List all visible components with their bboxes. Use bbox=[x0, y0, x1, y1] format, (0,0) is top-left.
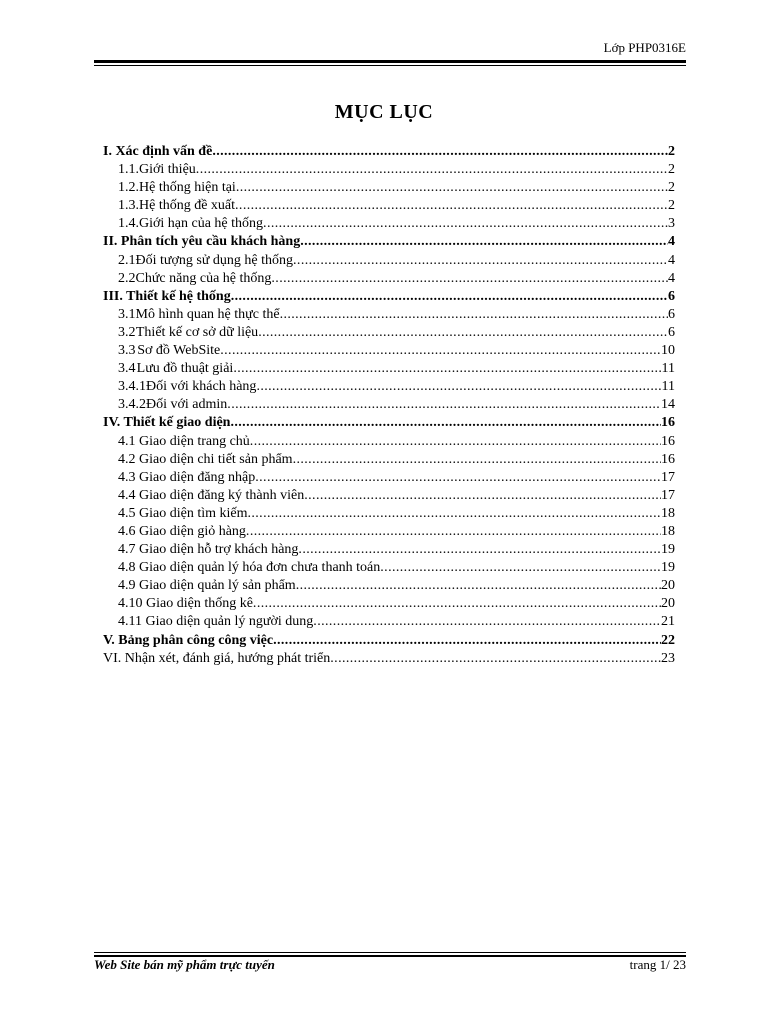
toc-dot-leader bbox=[280, 306, 668, 324]
toc-entry[interactable] bbox=[103, 650, 675, 668]
toc-entry-label: 4.4 Giao diện đăng ký thành viên bbox=[118, 487, 305, 503]
toc-entry-label: 4.2 Giao diện chi tiết sản phẩm bbox=[118, 451, 293, 467]
toc-entry-label: Sơ đồ WebSite bbox=[137, 343, 221, 359]
toc-entry-number: 3.1 bbox=[118, 306, 136, 322]
toc-entry-label: Giới hạn của hệ thống bbox=[139, 216, 264, 232]
toc-entry-label: Đối với khách hàng bbox=[146, 379, 257, 395]
toc-dot-leader bbox=[296, 577, 661, 595]
toc-entry-number: 3.4 bbox=[118, 361, 136, 377]
toc-entry[interactable] bbox=[103, 541, 675, 559]
toc-entry-page: 17 bbox=[661, 469, 675, 485]
toc-dot-leader bbox=[313, 613, 661, 631]
footer-title: Web Site bán mỹ phẩm trực tuyến bbox=[94, 957, 275, 972]
toc-entry-page: 3 bbox=[668, 216, 675, 232]
toc-entry-label: Đối với admin bbox=[146, 397, 228, 413]
toc-dot-leader bbox=[271, 270, 668, 288]
toc-entry[interactable] bbox=[103, 505, 675, 523]
footer-page-number: trang 1/ 23 bbox=[629, 957, 686, 972]
toc-dot-leader bbox=[227, 396, 661, 414]
toc-entry[interactable] bbox=[103, 523, 675, 541]
toc-entry-page: 6 bbox=[668, 306, 675, 322]
toc-entry-number: 1.3. bbox=[118, 198, 139, 214]
toc-entry[interactable] bbox=[103, 414, 675, 432]
toc-entry[interactable] bbox=[103, 378, 675, 396]
toc-entry[interactable] bbox=[103, 396, 675, 414]
header-rule-thin bbox=[94, 65, 686, 66]
toc-entry-label: Lưu đồ thuật giải bbox=[136, 361, 234, 377]
toc-dot-leader bbox=[330, 650, 661, 668]
toc-dot-leader bbox=[293, 451, 661, 469]
toc-dot-leader bbox=[298, 541, 661, 559]
toc-dot-leader bbox=[236, 179, 668, 197]
toc-entry-number: 1.2. bbox=[118, 180, 139, 196]
toc-entry[interactable] bbox=[103, 324, 675, 342]
toc-entry-page: 22 bbox=[661, 632, 675, 648]
toc-entry-page: 16 bbox=[661, 433, 675, 449]
toc-entry[interactable] bbox=[103, 360, 675, 378]
toc-entry[interactable] bbox=[103, 270, 675, 288]
toc-entry-label: 4.5 Giao diện tìm kiếm bbox=[118, 505, 248, 521]
toc-entry-label: II. Phân tích yêu cầu khách hàng bbox=[103, 234, 301, 250]
toc-dot-leader bbox=[304, 487, 661, 505]
toc-entry-number: 3.4.2 bbox=[118, 397, 146, 413]
header-class-label: Lớp PHP0316E bbox=[603, 40, 686, 55]
toc-entry-page: 19 bbox=[661, 542, 675, 558]
toc-entry-label: Thiết kế cơ sở dữ liệu bbox=[135, 324, 259, 340]
toc-entry-label: III. Thiết kế hệ thống bbox=[103, 288, 231, 304]
toc-entry-page: 17 bbox=[661, 487, 675, 503]
toc-entry-number: 2.1 bbox=[118, 252, 136, 268]
toc-dot-leader bbox=[231, 288, 668, 306]
table-of-contents bbox=[103, 143, 675, 668]
toc-entry[interactable] bbox=[103, 577, 675, 595]
toc-entry[interactable] bbox=[103, 613, 675, 631]
toc-entry-label: Hệ thống hiện tại bbox=[139, 180, 236, 196]
toc-entry-page: 2 bbox=[668, 180, 675, 196]
toc-entry[interactable] bbox=[103, 469, 675, 487]
toc-entry-page: 11 bbox=[661, 361, 675, 377]
toc-entry-label: 4.7 Giao diện hỗ trợ khách hàng bbox=[118, 542, 299, 558]
toc-entry[interactable] bbox=[103, 451, 675, 469]
toc-dot-leader bbox=[250, 433, 661, 451]
toc-entry-label: 4.1 Giao diện trang chủ bbox=[118, 433, 250, 449]
toc-entry-label: 4.3 Giao diện đăng nhập bbox=[118, 469, 256, 485]
toc-dot-leader bbox=[293, 252, 668, 270]
toc-entry[interactable] bbox=[103, 487, 675, 505]
toc-entry-label: I. Xác định vấn đề bbox=[103, 144, 213, 159]
toc-entry-page: 10 bbox=[661, 343, 675, 359]
toc-dot-leader bbox=[255, 469, 661, 487]
toc-entry[interactable] bbox=[103, 288, 675, 306]
toc-dot-leader bbox=[253, 595, 661, 613]
toc-entry-page: 16 bbox=[661, 415, 675, 431]
toc-entry-number: 1.1. bbox=[118, 162, 139, 178]
toc-dot-leader bbox=[196, 161, 668, 179]
toc-entry-label: VI. Nhận xét, đánh giá, hướng phát triển bbox=[103, 650, 331, 666]
toc-entry-label: 4.6 Giao diện giỏ hàng bbox=[118, 523, 246, 539]
header-rule bbox=[94, 60, 686, 63]
toc-entry[interactable] bbox=[103, 197, 675, 215]
toc-entry[interactable] bbox=[103, 143, 675, 161]
toc-dot-leader bbox=[233, 360, 661, 378]
toc-dot-leader bbox=[273, 632, 661, 650]
toc-entry[interactable] bbox=[103, 179, 675, 197]
toc-entry-page: 2 bbox=[668, 162, 675, 178]
toc-entry-label: Giới thiệu bbox=[139, 162, 196, 178]
toc-dot-leader bbox=[380, 559, 661, 577]
toc-entry-page: 23 bbox=[661, 650, 675, 666]
toc-entry-page: 20 bbox=[661, 578, 675, 594]
toc-dot-leader bbox=[300, 233, 668, 251]
page-title: MỤC LỤC bbox=[334, 101, 434, 123]
toc-entry[interactable] bbox=[103, 559, 675, 577]
toc-dot-leader bbox=[247, 505, 661, 523]
toc-dot-leader bbox=[258, 324, 668, 342]
toc-entry-label: 4.11 Giao diện quản lý người dung bbox=[118, 614, 314, 630]
toc-entry-page: 21 bbox=[661, 614, 675, 630]
toc-entry[interactable] bbox=[103, 233, 675, 251]
toc-entry[interactable] bbox=[103, 306, 675, 324]
toc-dot-leader bbox=[256, 378, 661, 396]
toc-entry-page: 18 bbox=[661, 505, 675, 521]
toc-entry-label: V. Bảng phân công công việc bbox=[103, 632, 274, 648]
toc-entry-number: 3.4.1 bbox=[118, 379, 146, 395]
toc-entry-page: 16 bbox=[661, 451, 675, 467]
toc-entry-page: 19 bbox=[661, 560, 675, 576]
toc-entry-page: 20 bbox=[661, 596, 675, 612]
toc-dot-leader bbox=[246, 523, 661, 541]
toc-dot-leader bbox=[263, 215, 668, 233]
toc-entry[interactable] bbox=[103, 595, 675, 613]
toc-entry-label: 4.8 Giao diện quản lý hóa đơn chưa thanh toán bbox=[118, 560, 381, 576]
toc-entry[interactable] bbox=[103, 252, 675, 270]
toc-entry-label: IV. Thiết kế giao diện bbox=[103, 415, 231, 431]
toc-entry[interactable] bbox=[103, 632, 675, 650]
toc-entry-page: 14 bbox=[661, 397, 675, 413]
toc-entry[interactable] bbox=[103, 161, 675, 179]
toc-entry-page: 2 bbox=[668, 144, 675, 159]
toc-dot-leader bbox=[230, 414, 661, 432]
toc-entry-page: 11 bbox=[661, 379, 675, 395]
toc-entry-label: 4.9 Giao diện quản lý sản phẩm bbox=[118, 578, 296, 594]
toc-entry-page: 6 bbox=[668, 324, 675, 340]
toc-entry-page: 4 bbox=[668, 252, 675, 268]
toc-dot-leader bbox=[212, 143, 668, 161]
toc-entry[interactable] bbox=[103, 342, 675, 360]
toc-entry-label: Chức năng của hệ thống bbox=[135, 270, 272, 286]
toc-entry-label: Mô hình quan hệ thực thể bbox=[135, 306, 280, 322]
toc-entry[interactable] bbox=[103, 215, 675, 233]
toc-entry-page: 18 bbox=[661, 523, 675, 539]
toc-entry-label: 4.10 Giao diện thống kê bbox=[118, 596, 253, 612]
toc-entry-page: 4 bbox=[668, 234, 675, 250]
toc-entry-number: 3.2 bbox=[118, 324, 136, 340]
toc-entry-number: 2.2 bbox=[118, 270, 136, 286]
toc-entry-page: 6 bbox=[668, 288, 675, 304]
toc-dot-leader bbox=[235, 197, 668, 215]
toc-entry[interactable] bbox=[103, 433, 675, 451]
toc-entry-label: Đối tượng sử dụng hệ thống bbox=[135, 252, 294, 268]
toc-entry-label: Hệ thống đề xuất bbox=[139, 198, 236, 214]
footer-rule-thin bbox=[94, 952, 686, 953]
toc-dot-leader bbox=[220, 342, 661, 360]
toc-entry-number: 3.3 bbox=[118, 343, 136, 359]
toc-entry-number: 1.4. bbox=[118, 216, 139, 232]
toc-entry-page: 4 bbox=[668, 270, 675, 286]
toc-entry-page: 2 bbox=[668, 198, 675, 214]
